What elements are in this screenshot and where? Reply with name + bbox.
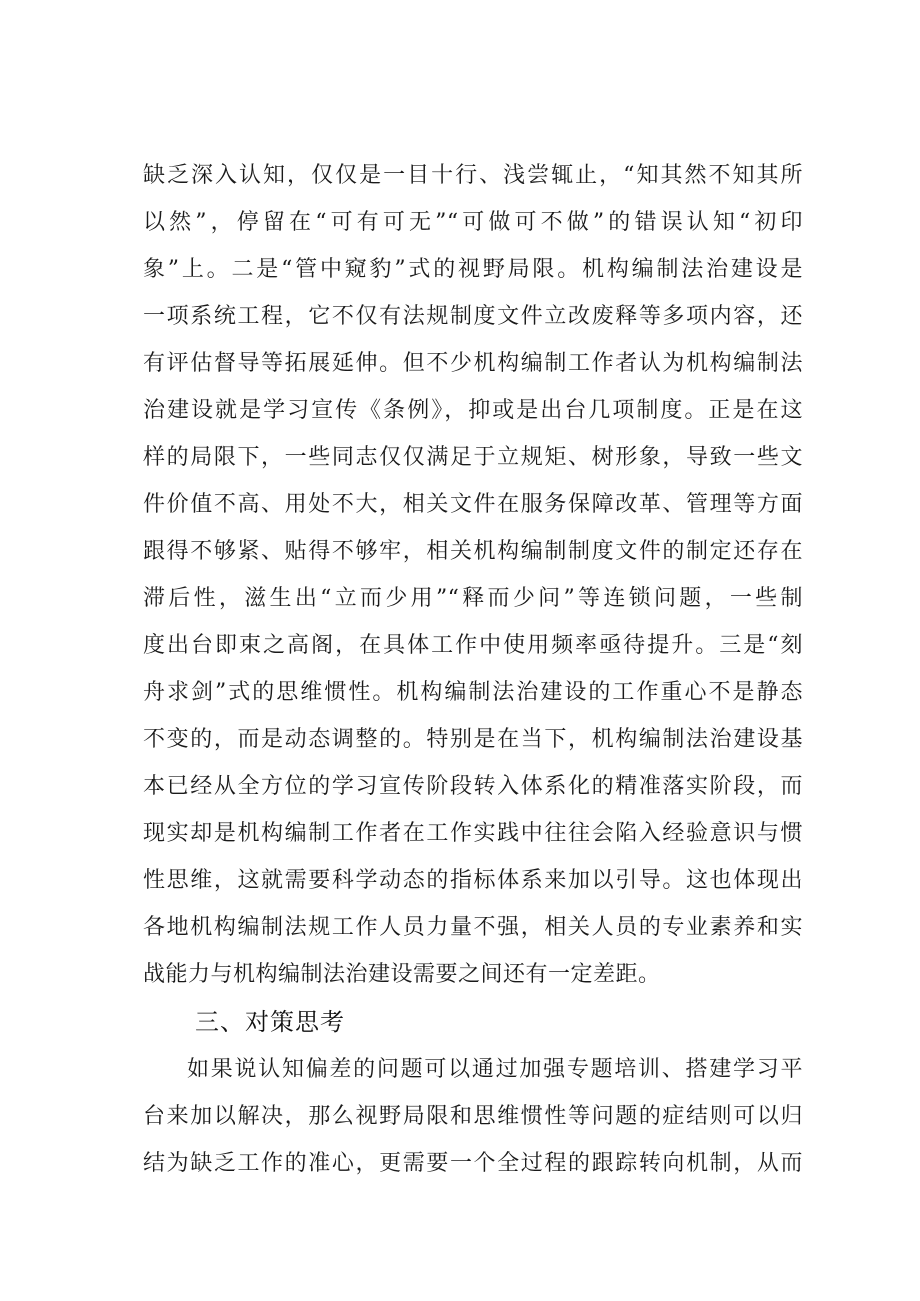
section-heading: 三、对策思考 — [195, 1008, 345, 1036]
text-line: 有评估督导等拓展延伸。但不少机构编制工作者认为机构编制法 — [143, 351, 803, 376]
text-line: 一项系统工程，它不仅有法规制度文件立改废释等多项内容，还 — [143, 304, 803, 329]
text-line: 件价值不高、用处不大，相关文件在服务保障改革、管理等方面 — [143, 492, 803, 517]
text-line: 象”上。二是“管中窥豹”式的视野局限。机构编制法治建设是 — [143, 257, 803, 282]
text-line: 现实却是机构编制工作者在工作实践中往往会陷入经验意识与惯 — [143, 821, 803, 846]
text-line: 样的局限下，一些同志仅仅满足于立规矩、树形象，导致一些文 — [143, 445, 803, 470]
paragraph-2 — [143, 1046, 803, 1187]
text-line: 舟求剑”式的思维惯性。机构编制法治建设的工作重心不是静态 — [143, 680, 803, 705]
text-line: 缺乏深入认知，仅仅是一目十行、浅尝辄止，“知其然不知其所 — [143, 163, 803, 188]
text-line: 度出台即束之高阁，在具体工作中使用频率亟待提升。三是“刻 — [143, 633, 803, 658]
paragraph-1 — [143, 152, 803, 998]
text-line: 以然”，停留在“可有可无”“可做可不做”的错误认知“初印 — [143, 210, 803, 235]
document-body — [143, 152, 803, 1187]
text-line: 台来加以解决，那么视野局限和思维惯性等问题的症结则可以归 — [143, 1104, 803, 1129]
text-line: 如果说认知偏差的问题可以通过加强专题培训、搭建学习平 — [187, 1057, 803, 1082]
text-line: 战能力与机构编制法治建设需要之间还有一定差距。 — [143, 962, 661, 987]
text-line: 滞后性，滋生出“立而少用”“释而少问”等连锁问题，一些制 — [143, 586, 803, 611]
text-line: 跟得不够紧、贴得不够牢，相关机构编制制度文件的制定还存在 — [143, 539, 803, 564]
text-line: 性思维，这就需要科学动态的指标体系来加以引导。这也体现出 — [143, 868, 803, 893]
text-line: 不变的，而是动态调整的。特别是在当下，机构编制法治建设基 — [143, 727, 803, 752]
text-line: 各地机构编制法规工作人员力量不强，相关人员的专业素养和实 — [143, 915, 803, 940]
text-line: 本已经从全方位的学习宣传阶段转入体系化的精准落实阶段，而 — [143, 774, 803, 799]
text-line: 结为缺乏工作的准心，更需要一个全过程的跟踪转向机制，从而 — [143, 1151, 803, 1176]
text-line: 治建设就是学习宣传《条例》，抑或是出台几项制度。正是在这 — [143, 398, 803, 423]
